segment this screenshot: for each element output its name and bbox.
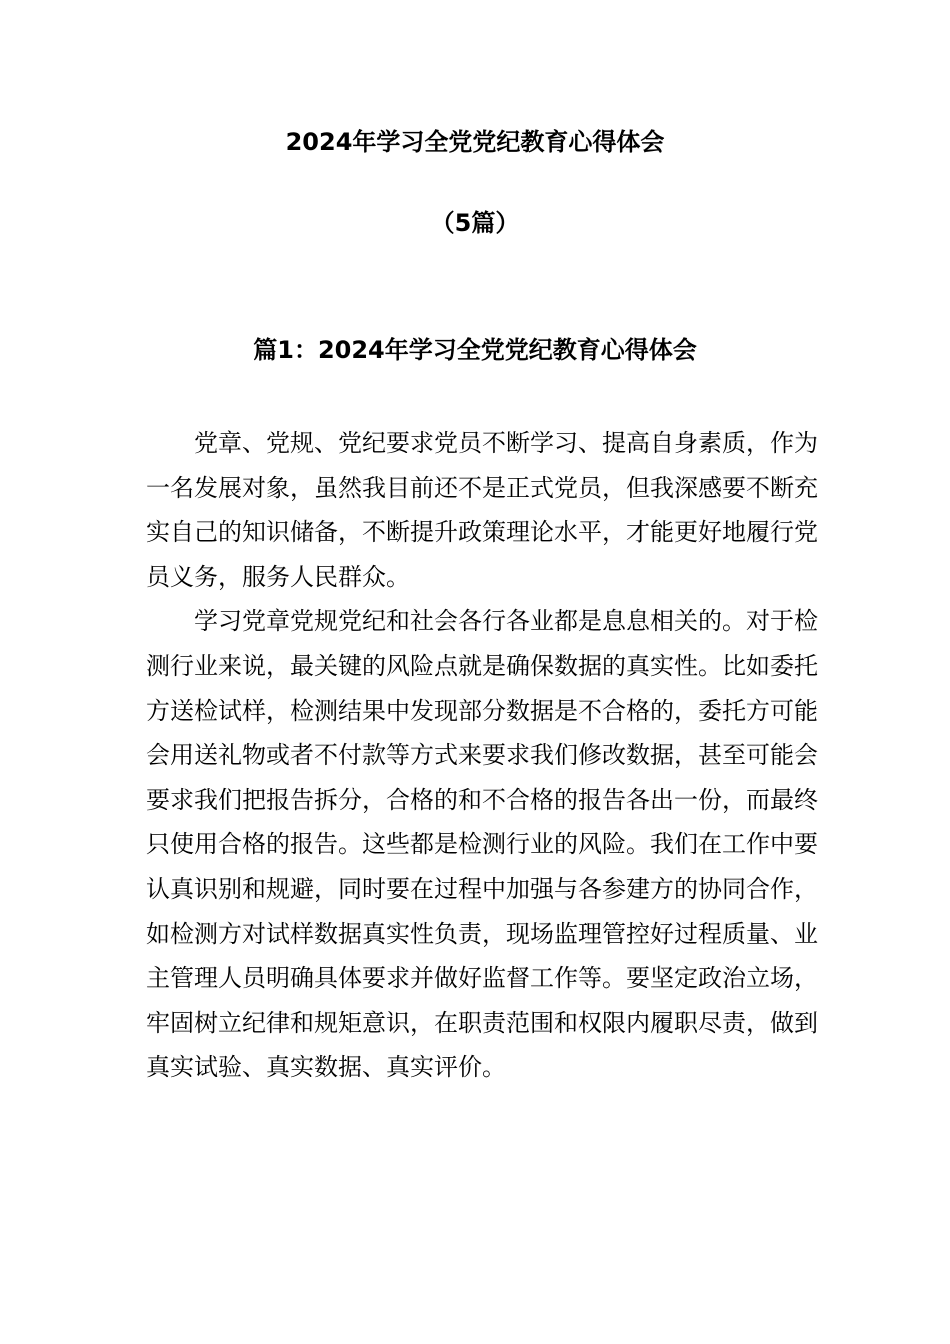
paragraph-1: 党章、党规、党纪要求党员不断学习、提高自身素质，作为一名发展对象，虽然我目前还不是正式党员，但我深感要不断充实自己的知识储备，不断提升政策理论水平，才能更好地履行党员义务，服务人民群众。 [146,429,818,591]
paragraph-2: 学习党章党规党纪和社会各行各业都是息息相关的。对于检测行业来说，最关键的风险点就是确保数据的真实性。比如委托方送检试样，检测结果中发现部分数据是不合格的，委托方可能会用送礼物或者不付款等方式来要求我们修改数据，甚至可能会要求我们把报告拆分，合格的和不合格的报告各出一份，而最终只使用合格的报告。这些都是检测行业的风险。我们在工作中要认真识别和规避，同时要在过程中加强与各参建方的协同合作，如检测方对试样数据真实性负责，现场监理管控好过程质量、业主管理人员明确具体要求并做好监督工作等。要坚定政治立场，牢固树立纪律和规矩意识，在职责范围和权限内履职尽责，做到真实试验、真实数据、真实评价。 [146,607,818,1082]
document-body [146,421,818,1090]
document-subtitle: （5篇） [430,209,520,237]
section-heading: 篇1：2024年学习全党党纪教育心得体会 [253,336,697,364]
document-title: 2024年学习全党党纪教育心得体会 [285,128,665,156]
